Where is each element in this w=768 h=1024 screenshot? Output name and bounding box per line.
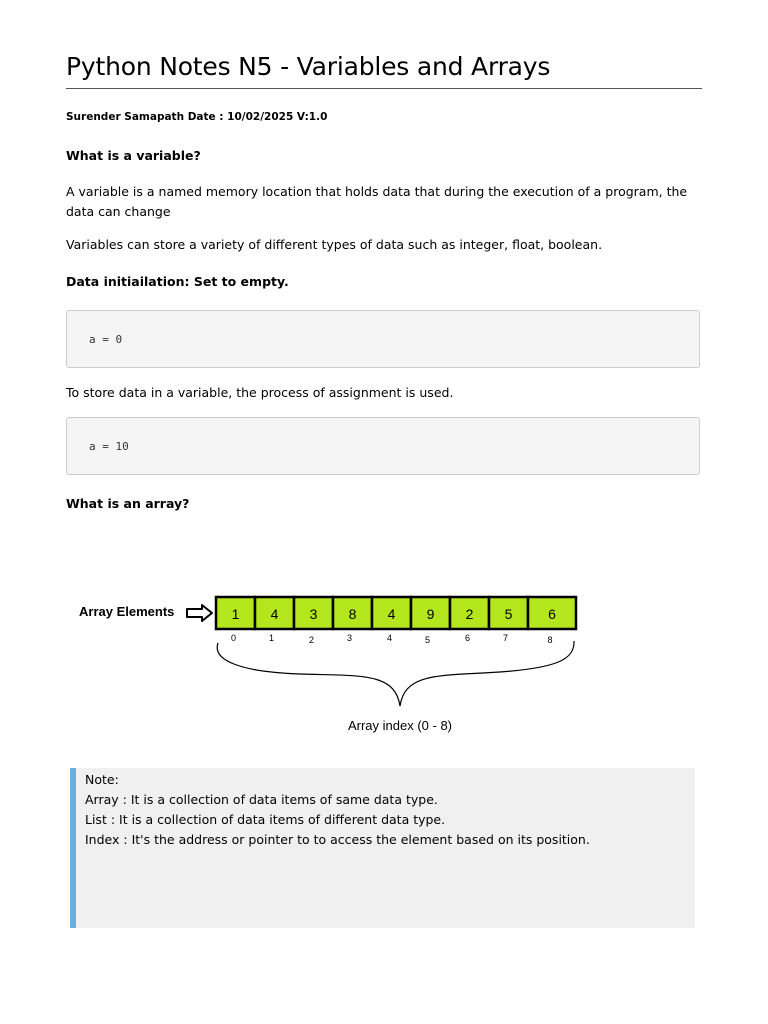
array-cell-value: 3 (309, 606, 318, 622)
array-cell-value: 5 (504, 606, 513, 622)
array-index-caption: Array index (0 - 8) (347, 718, 453, 733)
author-date-version: Surender Samapath Date : 10/02/2025 V:1.0 (66, 111, 328, 123)
code-init: a = 0 (89, 333, 123, 346)
array-index-label: 8 (547, 635, 553, 645)
array-index-label: 5 (424, 635, 431, 645)
arrow-icon (187, 605, 212, 621)
index-brace (217, 641, 574, 706)
array-cell-value: 6 (548, 606, 556, 622)
note-line-list: List : It is a collection of data items of different data type. (85, 812, 446, 827)
array-cell-value: 1 (231, 606, 240, 622)
code-block-init (66, 310, 700, 368)
array-elements-label: Array Elements (79, 604, 175, 619)
array-index-label: 0 (230, 633, 237, 643)
variable-definition: A variable is a named memory location that holds data that during the execution of a program, the data can change (66, 184, 688, 219)
note-title: Note: (85, 772, 119, 787)
variable-heading: What is a variable? (66, 148, 201, 163)
array-cell-value: 4 (270, 606, 279, 622)
note-box (70, 768, 695, 928)
array-index-label: 3 (346, 633, 353, 643)
code-assign: a = 10 (89, 440, 129, 453)
code-block-assign (66, 417, 700, 475)
array-index-label: 6 (464, 633, 471, 643)
array-index-label: 4 (386, 633, 393, 643)
init-heading: Data initiailation: Set to empty. (66, 274, 289, 289)
array-cell-value: 2 (465, 606, 474, 622)
array-index-label: 7 (502, 633, 509, 643)
array-diagram (0, 560, 768, 750)
array-index-label: 2 (308, 635, 315, 645)
note-line-array: Array : It is a collection of data items of same data type. (85, 792, 438, 807)
note-line-index: Index : It's the address or pointer to to access the element based on its position. (85, 832, 590, 847)
variable-types: Variables can store a variety of different types of data such as integer, float, boolean. (66, 237, 603, 252)
array-cell-value: 4 (387, 606, 396, 622)
array-cell-value: 8 (348, 606, 357, 622)
array-cell-value: 9 (426, 606, 435, 622)
page-title: Python Notes N5 - Variables and Arrays (66, 50, 702, 89)
assignment-text: To store data in a variable, the process of assignment is used. (66, 385, 454, 400)
array-heading: What is an array? (66, 496, 190, 511)
array-index-label: 1 (268, 633, 275, 643)
